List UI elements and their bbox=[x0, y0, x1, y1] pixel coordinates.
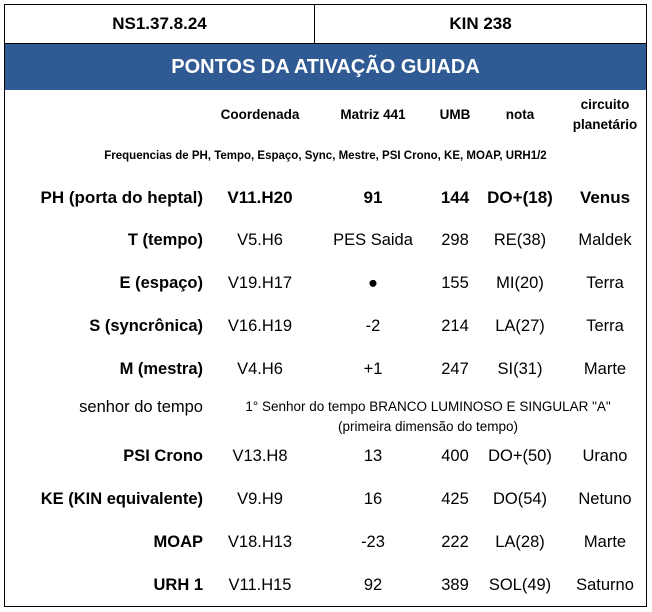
row-umb: 222 bbox=[441, 533, 469, 551]
row-circuito: Terra bbox=[586, 274, 624, 292]
row-circuito: Marte bbox=[583, 533, 627, 551]
col-header-nota: nota bbox=[505, 107, 535, 122]
row-matriz: +1 bbox=[363, 360, 383, 378]
row-coord: V11.H20 bbox=[227, 188, 293, 207]
row-umb: 155 bbox=[441, 274, 469, 292]
row-label: PH (porta do heptal) bbox=[40, 188, 203, 207]
row-umb: 214 bbox=[441, 317, 469, 335]
senhor-line-2: (primeira dimensão do tempo) bbox=[337, 419, 519, 434]
row-nota: DO+(50) bbox=[488, 447, 552, 465]
row-nota: DO(54) bbox=[492, 490, 548, 508]
senhor-description bbox=[210, 397, 646, 437]
frequencias-line: Frequencias de PH, Tempo, Espaço, Sync, Mestre, PSI Crono, KE, MOAP, URH1/2 bbox=[104, 150, 547, 162]
row-matriz: ● bbox=[368, 274, 378, 292]
row-nota: LA(27) bbox=[495, 317, 545, 335]
table-row bbox=[5, 478, 646, 521]
row-label: E (espaço) bbox=[119, 274, 203, 292]
row-circuito: Venus bbox=[579, 188, 631, 207]
row-label: S (syncrônica) bbox=[89, 317, 203, 335]
row-circuito: Urano bbox=[582, 447, 628, 465]
row-circuito: Terra bbox=[586, 317, 624, 335]
row-nota: RE(38) bbox=[493, 231, 547, 249]
row-matriz: 16 bbox=[363, 490, 383, 508]
row-matriz: PES Saida bbox=[333, 231, 413, 249]
row-circuito: Saturno bbox=[576, 576, 634, 594]
senhor-label: senhor do tempo bbox=[79, 398, 203, 416]
table-row bbox=[5, 176, 646, 219]
row-coord: V4.H6 bbox=[237, 360, 283, 378]
row-coord: V5.H6 bbox=[237, 231, 283, 249]
row-coord: V13.H8 bbox=[232, 447, 288, 465]
col-header-circuito: circuito planetário bbox=[572, 97, 638, 132]
table-row bbox=[5, 521, 646, 564]
row-circuito: Marte bbox=[583, 360, 627, 378]
row-circuito: Maldek bbox=[578, 231, 632, 249]
row-umb: 389 bbox=[441, 576, 469, 594]
row-nota: SI(31) bbox=[497, 360, 543, 378]
row-coord: V9.H9 bbox=[237, 490, 283, 508]
row-nota: SOL(49) bbox=[488, 576, 552, 594]
row-matriz: 91 bbox=[363, 188, 383, 207]
row-matriz: -23 bbox=[361, 533, 385, 551]
col-header-matriz: Matriz 441 bbox=[340, 107, 406, 122]
table-title: PONTOS DA ATIVAÇÃO GUIADA bbox=[5, 44, 646, 90]
row-coord: V18.H13 bbox=[227, 533, 293, 551]
row-umb: 298 bbox=[441, 231, 469, 249]
table-row bbox=[5, 435, 646, 478]
row-label: KE (KIN equivalente) bbox=[40, 490, 203, 508]
row-coord: V19.H17 bbox=[227, 274, 293, 292]
row-umb: 400 bbox=[441, 447, 469, 465]
table-row bbox=[5, 262, 646, 305]
row-matriz: 13 bbox=[363, 447, 383, 465]
senhor-do-tempo-row bbox=[5, 391, 646, 437]
table-row bbox=[5, 219, 646, 262]
activation-table bbox=[4, 4, 647, 607]
col-header-umb: UMB bbox=[439, 107, 471, 122]
row-umb: 144 bbox=[440, 188, 470, 207]
row-label: M (mestra) bbox=[119, 360, 203, 378]
row-matriz: -2 bbox=[365, 317, 381, 335]
row-coord: V11.H15 bbox=[228, 576, 292, 594]
row-label: T (tempo) bbox=[127, 231, 203, 249]
senhor-line-1: 1° Senhor do tempo BRANCO LUMINOSO E SINGULAR "A" bbox=[245, 399, 611, 414]
table-row bbox=[5, 348, 646, 391]
date-code: NS1.37.8.24 bbox=[5, 5, 315, 43]
row-label: MOAP bbox=[153, 533, 203, 551]
row-label: URH 1 bbox=[153, 576, 203, 594]
header-row bbox=[5, 5, 646, 44]
table-row bbox=[5, 305, 646, 348]
row-umb: 425 bbox=[441, 490, 469, 508]
row-matriz: 92 bbox=[363, 576, 383, 594]
kin-number: KIN 238 bbox=[449, 14, 512, 33]
row-label: PSI Crono bbox=[123, 447, 203, 465]
row-umb: 247 bbox=[441, 360, 469, 378]
table-row bbox=[5, 564, 646, 607]
row-coord: V16.H19 bbox=[227, 317, 293, 335]
col-header-coordenada: Coordenada bbox=[220, 107, 300, 122]
row-nota: DO+(18) bbox=[487, 188, 553, 207]
row-circuito: Netuno bbox=[578, 490, 632, 508]
row-nota: LA(28) bbox=[495, 533, 545, 551]
row-nota: MI(20) bbox=[496, 274, 544, 292]
